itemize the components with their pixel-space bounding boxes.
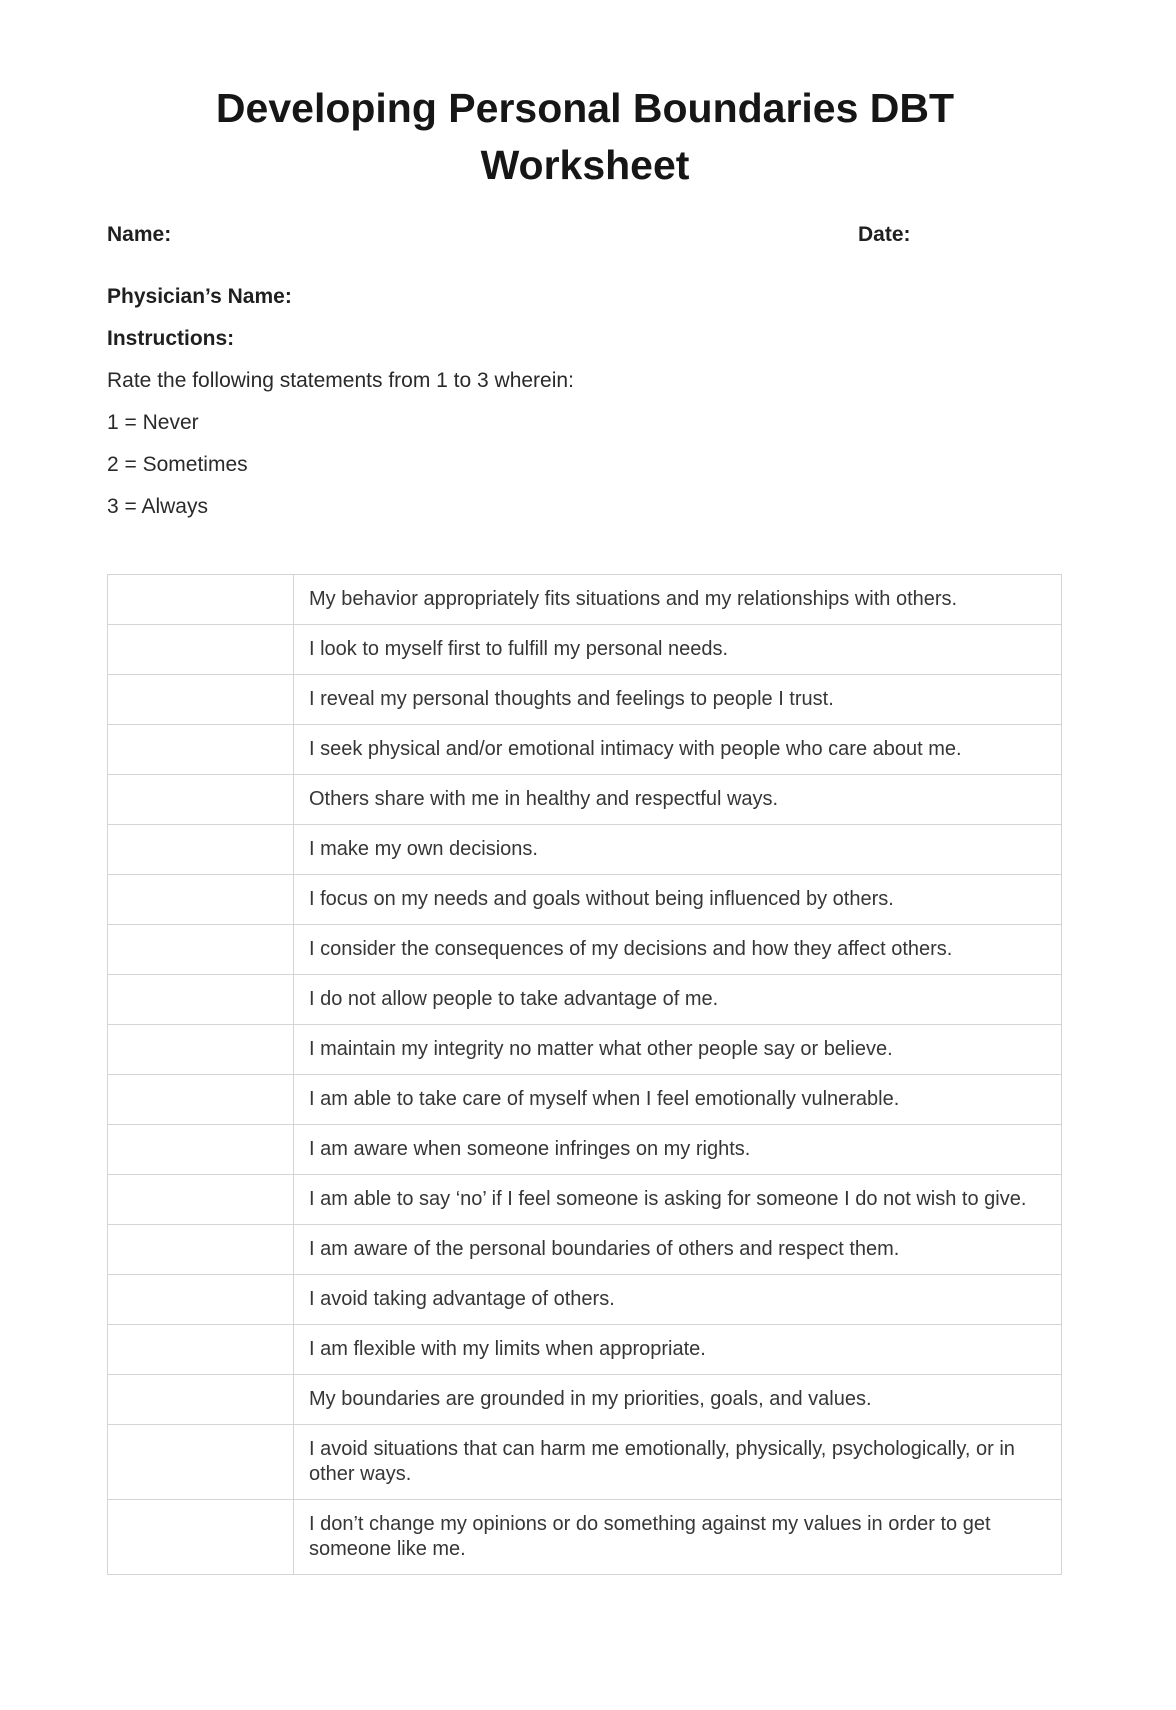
rating-input-cell[interactable] xyxy=(108,1025,294,1075)
table-row xyxy=(108,975,1062,1025)
rating-input-cell[interactable] xyxy=(108,625,294,675)
table-row xyxy=(108,825,1062,875)
rating-input-cell[interactable] xyxy=(108,925,294,975)
statement-text: I look to myself first to fulfill my personal needs. xyxy=(294,625,1062,675)
rating-input-cell[interactable] xyxy=(108,1275,294,1325)
rating-input-cell[interactable] xyxy=(108,675,294,725)
statement-text: I avoid situations that can harm me emotionally, physically, psychologically, or in other ways. xyxy=(294,1425,1062,1500)
rating-input-cell[interactable] xyxy=(108,825,294,875)
table-row xyxy=(108,775,1062,825)
rating-table xyxy=(107,574,1062,1575)
date-label: Date: xyxy=(858,223,911,246)
statement-text: Others share with me in healthy and respectful ways. xyxy=(294,775,1062,825)
table-row xyxy=(108,1500,1062,1575)
statement-text: I do not allow people to take advantage of me. xyxy=(294,975,1062,1025)
statement-text: I avoid taking advantage of others. xyxy=(294,1275,1062,1325)
rating-input-cell[interactable] xyxy=(108,1075,294,1125)
table-row xyxy=(108,1075,1062,1125)
statement-text: I am aware of the personal boundaries of others and respect them. xyxy=(294,1225,1062,1275)
table-row xyxy=(108,1175,1062,1225)
rating-input-cell[interactable] xyxy=(108,1425,294,1500)
rating-input-cell[interactable] xyxy=(108,1325,294,1375)
table-row xyxy=(108,1325,1062,1375)
table-row xyxy=(108,875,1062,925)
rating-input-cell[interactable] xyxy=(108,575,294,625)
statement-text: I make my own decisions. xyxy=(294,825,1062,875)
table-row xyxy=(108,1425,1062,1500)
table-row xyxy=(108,1025,1062,1075)
worksheet-page xyxy=(0,80,1176,1710)
scale-item-never: 1 = Never xyxy=(107,411,199,434)
statement-text: I seek physical and/or emotional intimacy with people who care about me. xyxy=(294,725,1062,775)
statement-text: I consider the consequences of my decisions and how they affect others. xyxy=(294,925,1062,975)
rating-input-cell[interactable] xyxy=(108,1375,294,1425)
statement-text: I maintain my integrity no matter what other people say or believe. xyxy=(294,1025,1062,1075)
statement-text: My boundaries are grounded in my priorities, goals, and values. xyxy=(294,1375,1062,1425)
rating-input-cell[interactable] xyxy=(108,1175,294,1225)
scale-item-sometimes: 2 = Sometimes xyxy=(107,453,248,476)
rating-input-cell[interactable] xyxy=(108,975,294,1025)
table-row xyxy=(108,1125,1062,1175)
rating-table-body xyxy=(108,575,1062,1575)
statement-text: I reveal my personal thoughts and feelings to people I trust. xyxy=(294,675,1062,725)
rating-input-cell[interactable] xyxy=(108,1125,294,1175)
statement-text: My behavior appropriately fits situations and my relationships with others. xyxy=(294,575,1062,625)
table-row xyxy=(108,725,1062,775)
rating-input-cell[interactable] xyxy=(108,1225,294,1275)
rating-input-cell[interactable] xyxy=(108,775,294,825)
physician-name-label: Physician’s Name: xyxy=(107,285,292,308)
table-row xyxy=(108,1375,1062,1425)
table-row xyxy=(108,625,1062,675)
instructions-heading: Instructions: xyxy=(107,327,235,350)
statement-text: I focus on my needs and goals without being influenced by others. xyxy=(294,875,1062,925)
table-row xyxy=(108,1275,1062,1325)
table-row xyxy=(108,1225,1062,1275)
rating-input-cell[interactable] xyxy=(108,1500,294,1575)
rating-input-cell[interactable] xyxy=(108,875,294,925)
page-title: Developing Personal Boundaries DBT Worksheet xyxy=(215,85,955,188)
statement-text: I don’t change my opinions or do something against my values in order to get someone like me. xyxy=(294,1500,1062,1575)
statement-text: I am flexible with my limits when appropriate. xyxy=(294,1325,1062,1375)
table-row xyxy=(108,675,1062,725)
statement-text: I am able to say ‘no’ if I feel someone is asking for someone I do not wish to give. xyxy=(294,1175,1062,1225)
name-date-row xyxy=(107,224,1063,266)
statement-text: I am aware when someone infringes on my rights. xyxy=(294,1125,1062,1175)
scale-item-always: 3 = Always xyxy=(107,495,208,518)
statement-text: I am able to take care of myself when I feel emotionally vulnerable. xyxy=(294,1075,1062,1125)
instructions-intro: Rate the following statements from 1 to 3 wherein: xyxy=(107,369,574,392)
table-row xyxy=(108,925,1062,975)
rating-input-cell[interactable] xyxy=(108,725,294,775)
name-label: Name: xyxy=(107,223,172,246)
table-row xyxy=(108,575,1062,625)
